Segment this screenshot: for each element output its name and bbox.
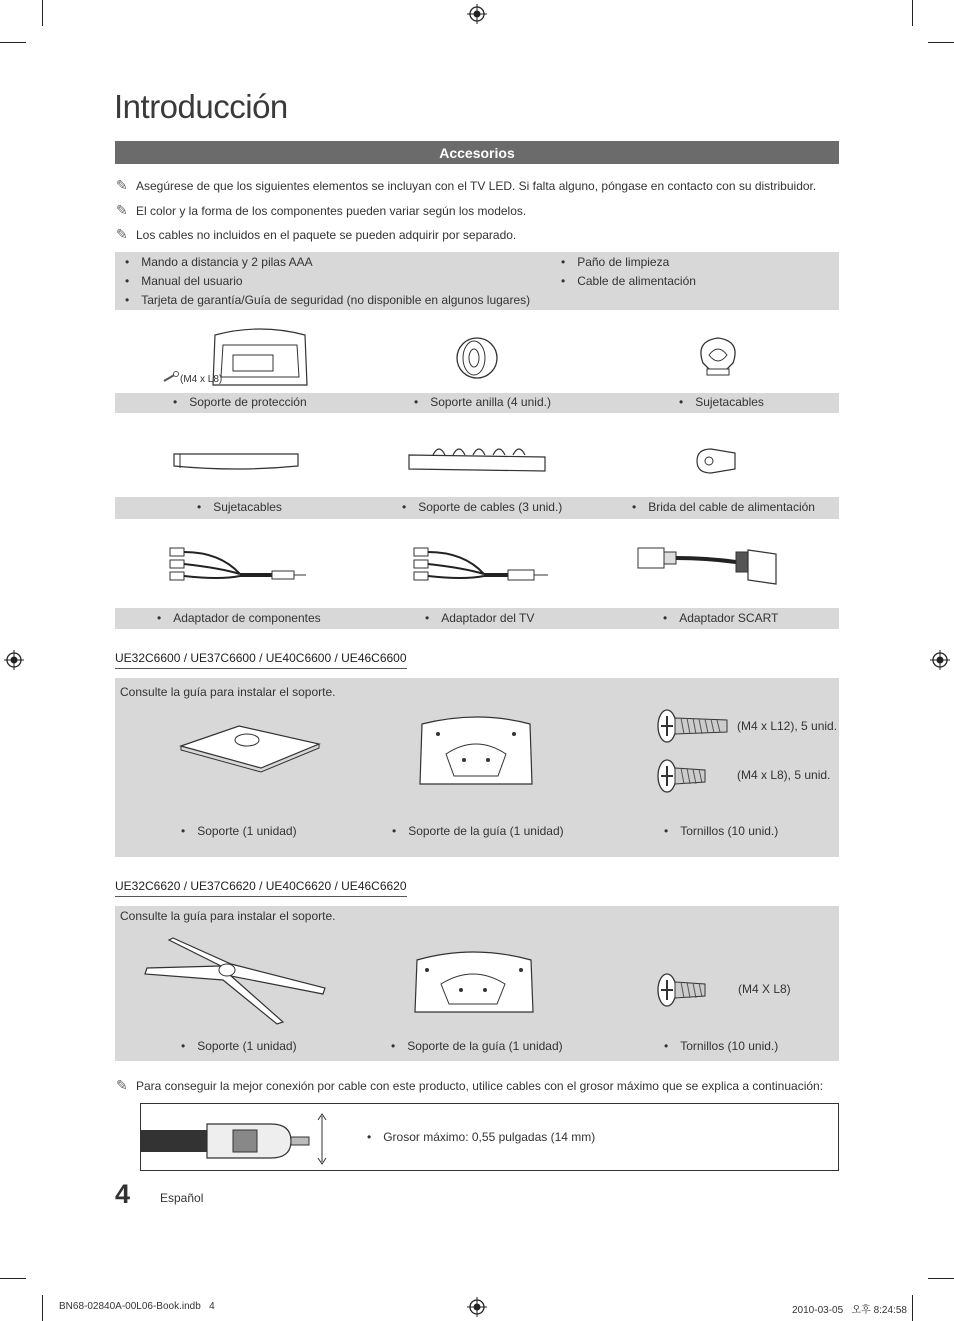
item-label: • Soporte (1 unidad) xyxy=(181,824,297,838)
item-label: • Soporte de la guía (1 unidad) xyxy=(392,824,564,838)
crop-mark xyxy=(0,1278,26,1279)
screw-size-label: (M4 x L12), 5 unid. xyxy=(737,719,838,733)
screw-size-label: (M4 x L8), 5 unid. xyxy=(737,768,831,782)
short-screw-icon xyxy=(655,758,711,794)
note: ✎ Asegúrese de que los siguientes elementos se incluyan con el TV LED. Si falta alguno, póngase en contacto con su distribuidor. xyxy=(116,177,817,193)
item-row xyxy=(115,608,839,629)
cable-clamp-illustration xyxy=(170,448,302,474)
cable-tie-illustration xyxy=(695,333,741,379)
section-header: Accesorios xyxy=(115,141,839,164)
guide-note: Consulte la guía para instalar el soporte. xyxy=(120,685,336,699)
note: ✎ El color y la forma de los componentes pueden variar según los modelos. xyxy=(116,202,527,218)
item-row xyxy=(115,497,839,519)
cable-plug-illustration xyxy=(141,1110,341,1162)
list-item: • Paño de limpieza xyxy=(561,255,669,269)
pencil-note-icon: ✎ xyxy=(116,226,128,242)
screw-size-label: (M4 X L8) xyxy=(738,982,791,996)
cable-spec: • Grosor máximo: 0,55 pulgadas (14 mm) xyxy=(367,1130,595,1144)
item-label: • Adaptador del TV xyxy=(425,611,534,625)
registration-mark-icon xyxy=(467,4,487,24)
page-title: Introducción xyxy=(114,88,288,125)
power-cable-clamp-illustration xyxy=(693,445,739,477)
crop-mark xyxy=(928,1278,954,1279)
item-label: • Soporte (1 unidad) xyxy=(181,1039,297,1053)
list-item: • Mando a distancia y 2 pilas AAA xyxy=(125,255,313,269)
item-label: • Brida del cable de alimentación xyxy=(632,500,815,514)
screw-size-label: (M4 x L8) xyxy=(180,374,223,385)
pencil-note-icon: ✎ xyxy=(116,202,128,218)
screw-icon xyxy=(162,371,180,383)
print-filename: BN68-02840A-00L06-Book.indb 4 xyxy=(59,1301,215,1312)
crop-mark xyxy=(42,0,43,26)
stand-guide-illustration xyxy=(413,946,537,1016)
registration-mark-icon xyxy=(4,650,24,670)
model-stand-box xyxy=(115,678,839,857)
list-item: • Manual del usuario xyxy=(125,274,243,288)
list-item: • Cable de alimentación xyxy=(561,274,696,288)
item-label: • Soporte de la guía (1 unidad) xyxy=(391,1039,563,1053)
item-label: • Soporte de protección xyxy=(173,395,307,409)
registration-mark-icon xyxy=(467,1297,487,1317)
pencil-note-icon: ✎ xyxy=(116,1077,128,1093)
stand-base-illustration xyxy=(143,936,329,1026)
item-label: • Adaptador SCART xyxy=(663,611,778,625)
pencil-note-icon: ✎ xyxy=(116,177,128,193)
stand-guide-illustration xyxy=(418,714,536,788)
crop-mark xyxy=(912,0,913,26)
page-number: 4 xyxy=(115,1179,131,1209)
crop-mark xyxy=(42,1295,43,1321)
note: ✎ Los cables no incluidos en el paquete se pueden adquirir por separado. xyxy=(116,226,517,242)
note: ✎ Para conseguir la mejor conexión por cable con este producto, utilice cables con el grosor máximo que se explica a continuación: xyxy=(116,1077,824,1093)
print-timestamp: 2010-03-05 오후 8:24:58 xyxy=(792,1305,907,1316)
long-screw-icon xyxy=(655,708,731,744)
guide-note: Consulte la guía para instalar el soporte. xyxy=(120,909,336,923)
stand-base-illustration xyxy=(179,718,325,778)
item-label: • Adaptador de componentes xyxy=(157,611,321,625)
registration-mark-icon xyxy=(930,650,950,670)
crop-mark xyxy=(928,42,954,43)
cable-holder-illustration xyxy=(405,443,550,479)
included-items-box xyxy=(115,252,839,310)
screw-icon xyxy=(655,972,711,1008)
model-heading: UE32C6620 / UE37C6620 / UE40C6620 / UE46C6620 xyxy=(115,879,407,897)
language-label: Español xyxy=(160,1191,204,1205)
model-heading: UE32C6600 / UE37C6600 / UE40C6600 / UE46C6600 xyxy=(115,651,407,669)
tv-adapter-illustration xyxy=(404,540,554,590)
item-label: • Sujetacables xyxy=(679,395,764,409)
item-label: • Tornillos (10 unid.) xyxy=(664,824,778,838)
component-adapter-illustration xyxy=(160,540,310,590)
scart-adapter-illustration xyxy=(636,540,786,590)
item-label: • Soporte anilla (4 unid.) xyxy=(414,395,551,409)
list-item: • Tarjeta de garantía/Guía de seguridad (no disponible en algunos lugares) xyxy=(125,293,530,307)
ring-holder-illustration xyxy=(454,335,500,381)
cable-thickness-box xyxy=(140,1103,839,1171)
model-stand-box xyxy=(115,906,839,1061)
item-row xyxy=(115,393,839,413)
item-label: • Sujetacables xyxy=(197,500,282,514)
crop-mark xyxy=(912,1295,913,1321)
item-label: • Soporte de cables (3 unid.) xyxy=(402,500,562,514)
item-label: • Tornillos (10 unid.) xyxy=(664,1039,778,1053)
crop-mark xyxy=(0,42,26,43)
